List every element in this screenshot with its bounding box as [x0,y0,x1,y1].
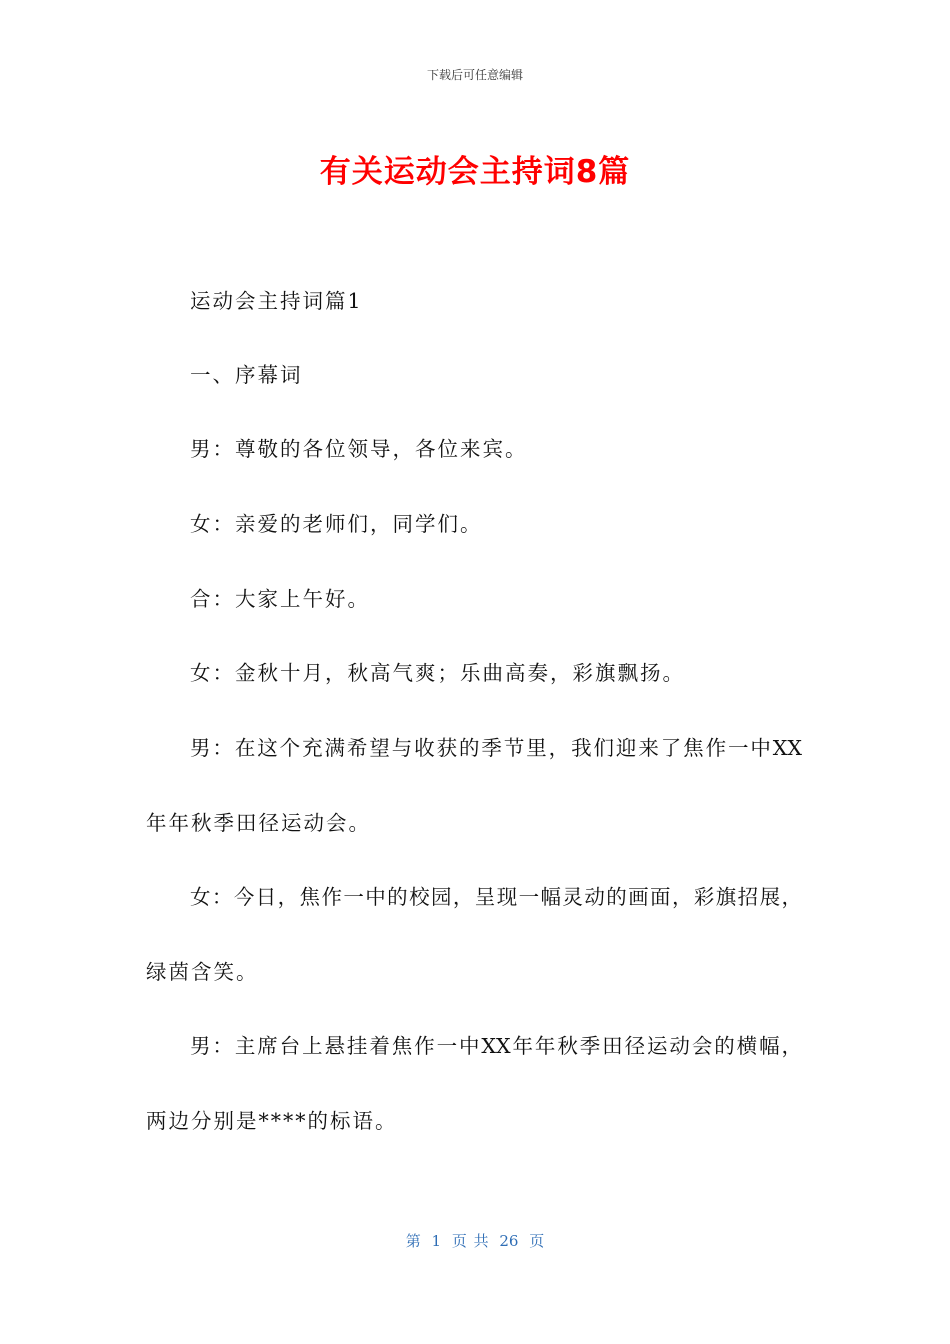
paragraph-line: 男：在这个充满希望与收获的季节里，我们迎来了焦作一中XX [190,736,802,760]
page-suffix: 页 [529,1232,545,1250]
paragraph-line: 男：主席台上悬挂着焦作一中XX年年秋季田径运动会的横幅， [190,1034,802,1058]
page-prefix: 第 [405,1232,421,1250]
paragraph-line: 年年秋季田径运动会。 [146,811,371,835]
page-total: 26 [499,1232,519,1250]
paragraph-line: 女：金秋十月，秋高气爽；乐曲高奏，彩旗飘扬。 [190,661,685,685]
page-number: 1 [431,1232,442,1250]
paragraph-line: 绿茵含笑。 [146,960,259,984]
page-separator: 页 共 [451,1232,489,1250]
paragraph-line: 女：今日，焦作一中的校园，呈现一幅灵动的画面，彩旗招展， [190,885,802,909]
paragraph-line: 两边分别是****的标语。 [146,1109,398,1133]
page-footer [0,1230,950,1251]
section-heading: 运动会主持词篇1 [190,289,363,313]
paragraph-line: 合：大家上午好。 [190,587,370,611]
document-title: 有关运动会主持词8篇 [319,154,631,190]
paragraph-line: 男：尊敬的各位领导，各位来宾。 [190,437,528,461]
page-header: 下载后可任意编辑 [426,68,523,82]
subsection-heading: 一、序幕词 [190,363,303,387]
paragraph-line: 女：亲爱的老师们，同学们。 [190,512,483,536]
